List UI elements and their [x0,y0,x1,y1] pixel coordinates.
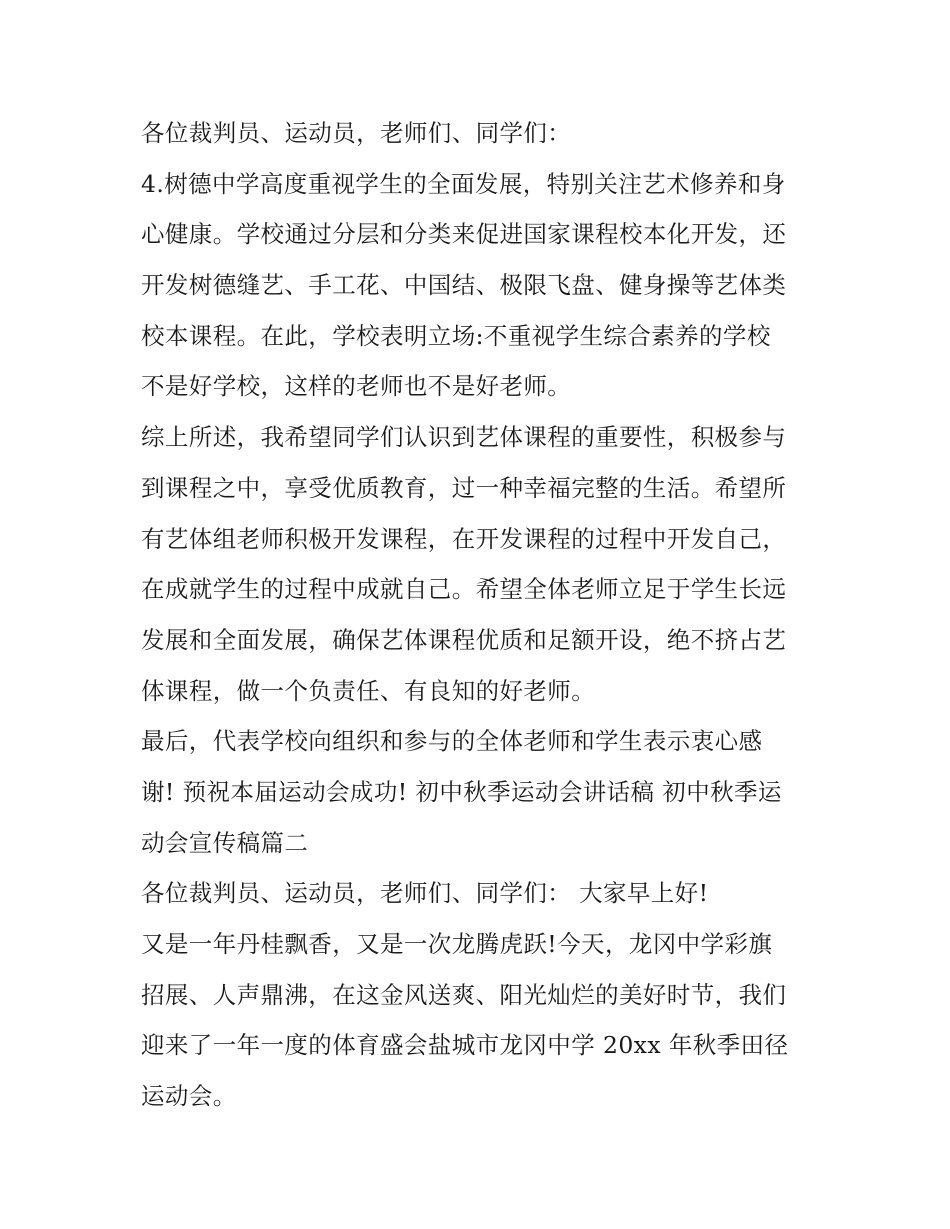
text-line: 最后，代表学校向组织和参与的全体老师和学生表示衷心感 [141,727,763,756]
text-line: 校本课程。在此，学校表明立场:不重视学生综合素养的学校 [141,321,771,350]
text-line: 体课程，做一个负责任、有良知的好老师。 [141,676,596,705]
text-line: 运动会。 [141,1082,237,1111]
document-body [141,108,821,1122]
text-line: 动会宣传稿篇二 [141,828,309,857]
text-line: 发展和全面发展，确保艺体课程优质和足额开设，绝不挤占艺 [141,625,787,654]
text-line: 各位裁判员、运动员，老师们、同学们： 大家早上好! [141,879,709,908]
text-line: 招展、人声鼎沸，在这金风送爽、阳光灿烂的美好时节，我们 [141,980,787,1009]
text-line: 心健康。学校通过分层和分类来促进国家课程校本化开发，还 [141,220,787,249]
text-line: 又是一年丹桂飘香，又是一次龙腾虎跃!今天，龙冈中学彩旗 [141,930,773,958]
text-line: 各位裁判员、运动员，老师们、同学们： [141,119,572,147]
text-line: 不是好学校，这样的老师也不是好老师。 [141,372,572,401]
text-line: 在成就学生的过程中成就自己。希望全体老师立足于学生长远 [141,575,787,604]
text-line: 到课程之中，享受优质教育，过一种幸福完整的生活。希望所 [141,473,787,502]
text-line: 有艺体组老师积极开发课程，在开发课程的过程中开发自己， [141,524,787,553]
text-line: 谢! 预祝本届运动会成功! 初中秋季运动会讲话稿 初中秋季运 [141,777,782,806]
text-line: 综上所述，我希望同学们认识到艺体课程的重要性，积极参与 [141,423,787,452]
text-line: 迎来了一年一度的体育盛会盐城市龙冈中学 20xx 年秋季田径 [141,1031,789,1060]
text-line: 4.树德中学高度重视学生的全面发展，特别关注艺术修养和身 [141,169,786,198]
text-line: 开发树德缝艺、手工花、中国结、极限飞盘、健身操等艺体类 [141,271,787,300]
